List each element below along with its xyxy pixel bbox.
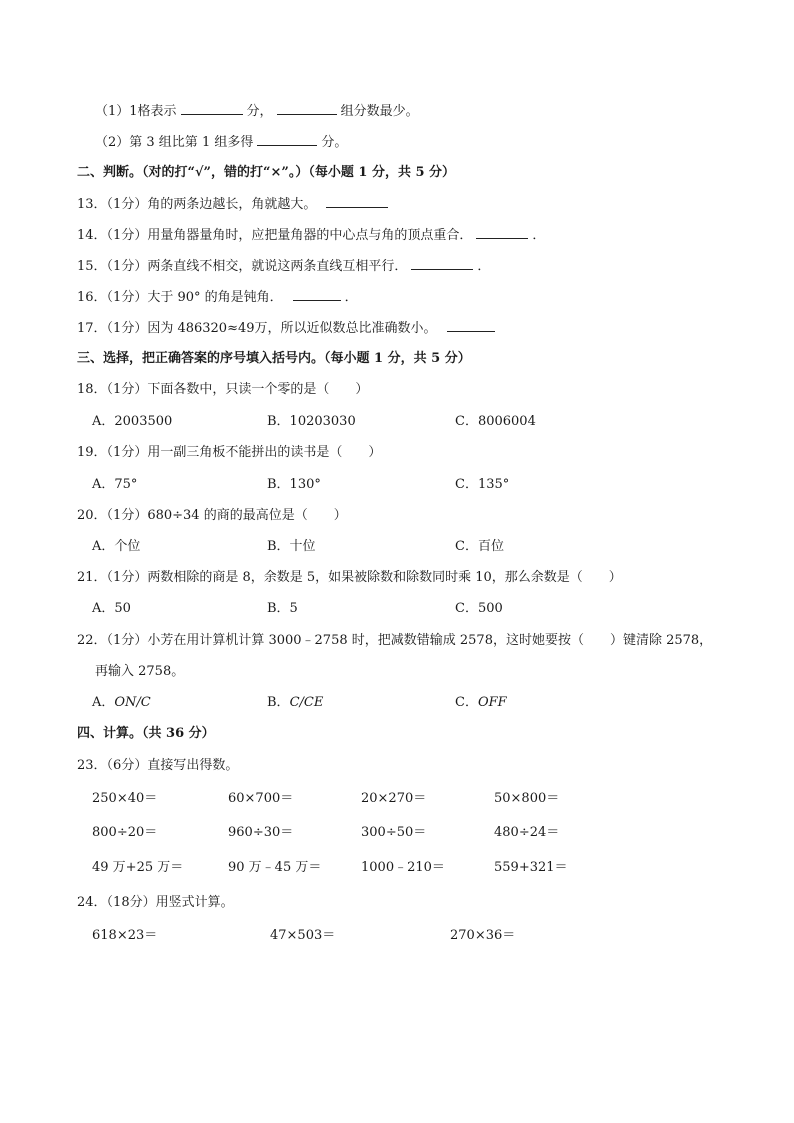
calc-item: 960÷30＝ <box>228 825 294 840</box>
answer-blank[interactable] <box>257 133 317 146</box>
calc-item: 20×270＝ <box>361 791 427 806</box>
answer-blank[interactable] <box>181 102 243 115</box>
option-c[interactable]: C．百位 <box>455 539 504 554</box>
option-b[interactable]: B．十位 <box>267 539 316 554</box>
answer-blank[interactable] <box>411 257 473 270</box>
option-b[interactable]: B．C/CE <box>267 695 324 710</box>
calc-item: 60×700＝ <box>228 791 294 806</box>
answer-blank[interactable] <box>476 226 528 239</box>
question-16: 16．（1分）大于 90° 的角是钝角． ． <box>77 290 358 305</box>
calc-item: 90 万﹣45 万＝ <box>228 860 322 875</box>
question-19: 19．（1分）用一副三角板不能拼出的读书是（ ） <box>77 445 382 460</box>
question-23: 23．（6分）直接写出得数。 <box>77 758 239 773</box>
option-a[interactable]: A．75° <box>92 477 138 492</box>
calc-item: 50×800＝ <box>494 791 560 806</box>
calc-item: 1000﹣210＝ <box>361 860 445 875</box>
calc-item: 559+321＝ <box>494 860 568 875</box>
question-12-2: （2）第 3 组比第 1 组多得 分。 <box>95 135 348 150</box>
question-14: 14．（1分）用量角器量角时，应把量角器的中心点与角的顶点重合． ． <box>77 228 546 243</box>
calc-item: 480÷24＝ <box>494 825 560 840</box>
calc-item: 47×503＝ <box>270 928 336 943</box>
option-c[interactable]: C．500 <box>455 601 503 616</box>
question-17: 17．（1分）因为 486320≈49万，所以近似数总比准确数小。 <box>77 319 499 338</box>
calc-item: 250×40＝ <box>92 791 158 806</box>
question-20: 20．（1分）680÷34 的商的最高位是（ ） <box>77 508 347 523</box>
question-22-line-1: 22．（1分）小芳在用计算机计算 3000﹣2758 时，把减数错输成 2578，这时她要按（ ）键清除 2578， <box>77 633 713 648</box>
option-a[interactable]: A．2003500 <box>92 414 173 429</box>
section-4-heading: 四、计算。（共 36 分） <box>77 726 215 741</box>
option-a[interactable]: A．ON/C <box>92 695 151 710</box>
question-13: 13．（1分）角的两条边越长，角就越大。 <box>77 195 392 214</box>
answer-blank[interactable] <box>326 195 388 208</box>
answer-blank[interactable] <box>447 319 495 332</box>
option-a[interactable]: A．50 <box>92 601 131 616</box>
question-18: 18．（1分）下面各数中，只读一个零的是（ ） <box>77 382 369 397</box>
section-2-heading: 二、判断。（对的打“√”，错的打“×”。）（每小题 1 分，共 5 分） <box>77 165 456 180</box>
answer-blank[interactable] <box>277 102 337 115</box>
calc-item: 300÷50＝ <box>361 825 427 840</box>
option-a[interactable]: A．个位 <box>92 539 141 554</box>
question-21: 21．（1分）两数相除的商是 8，余数是 5，如果被除数和除数同时乘 10，那么余数是（ ） <box>77 570 622 585</box>
calc-item: 270×36＝ <box>450 928 516 943</box>
calc-item: 49 万+25 万＝ <box>92 860 184 875</box>
answer-blank[interactable] <box>293 288 341 301</box>
calc-item: 618×23＝ <box>92 928 158 943</box>
option-b[interactable]: B．10203030 <box>267 414 356 429</box>
question-22-line-2: 再输入 2758。 <box>95 664 185 679</box>
option-c[interactable]: C．135° <box>455 477 510 492</box>
section-3-heading: 三、选择，把正确答案的序号填入括号内。（每小题 1 分，共 5 分） <box>77 351 471 366</box>
option-b[interactable]: B．130° <box>267 477 321 492</box>
question-12-1: （1）1格表示 分， 组分数最少。 <box>95 104 419 119</box>
calc-item: 800÷20＝ <box>92 825 158 840</box>
option-b[interactable]: B．5 <box>267 601 298 616</box>
option-c[interactable]: C．8006004 <box>455 414 536 429</box>
option-c[interactable]: C．OFF <box>455 695 507 710</box>
question-24: 24．（18分）用竖式计算。 <box>77 895 234 910</box>
question-15: 15．（1分）两条直线不相交，就说这两条直线互相平行． ． <box>77 259 491 274</box>
